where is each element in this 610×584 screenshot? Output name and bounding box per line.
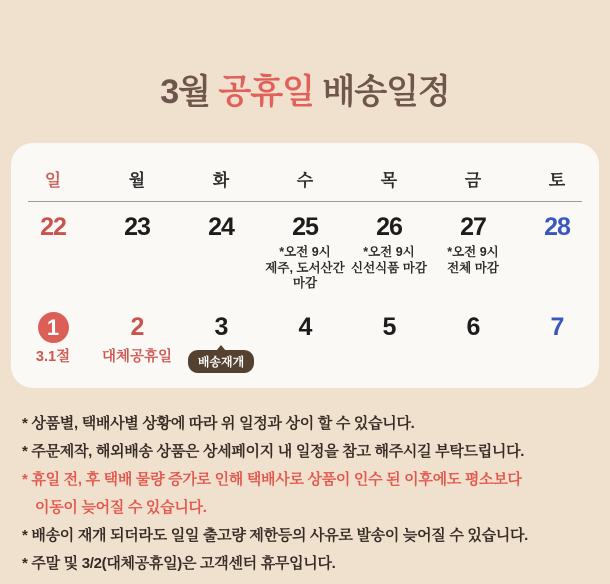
weekday-label: 토: [548, 170, 566, 190]
date-number: 26: [376, 213, 402, 241]
calendar-cell: [11, 211, 95, 292]
title-month: 3월: [160, 73, 219, 111]
calendar-cell: [95, 311, 179, 373]
note-line: * 상품별, 택배사별 상황에 따라 위 일정과 상이 할 수 있습니다.: [22, 415, 415, 432]
calendar-cell: [347, 211, 431, 292]
calendar-cell: [95, 211, 179, 292]
title-schedule: 배송일정: [313, 73, 450, 111]
date-number: 6: [466, 313, 480, 341]
calendar-cell: [515, 311, 599, 373]
cutoff-note: *오전 9시 제주, 도서산간 마감: [265, 245, 345, 290]
calendar-cell: [179, 211, 263, 292]
calendar-cell: [179, 311, 263, 373]
date-number: 1: [38, 312, 69, 343]
date-number: 4: [298, 313, 312, 341]
delivery-restart-badge: 배송재개: [188, 350, 254, 373]
calendar-cell: [347, 311, 431, 373]
date-number: 23: [124, 213, 150, 241]
note-line: * 주말 및 3/2(대체공휴일)은 고객센터 휴무입니다.: [22, 555, 336, 572]
weekday-label: 목: [380, 170, 398, 190]
date-number: 25: [292, 213, 318, 241]
notes-list: [0, 388, 610, 573]
holiday-label: 3.1절: [35, 349, 71, 365]
page-title: [0, 64, 610, 113]
date-number: 7: [550, 313, 564, 341]
calendar-card: [11, 143, 599, 388]
date-number: 28: [544, 213, 570, 241]
calendar-cell: [263, 211, 347, 292]
cutoff-note: *오전 9시 신선식품 마감: [351, 245, 427, 275]
note-line: 이동이 늦어질 수 있습니다.: [35, 499, 207, 516]
header: [0, 0, 610, 143]
header-divider: [28, 201, 582, 202]
weekday-label: 수: [296, 170, 314, 190]
calendar-cell: [431, 211, 515, 292]
date-number: 5: [382, 313, 396, 341]
date-number: 3: [214, 313, 228, 341]
date-number: 2: [130, 313, 144, 341]
calendar-cell: [11, 311, 95, 373]
weekday-label: 일: [44, 170, 62, 190]
calendar-cell: [263, 311, 347, 373]
weekday-label: 화: [212, 170, 230, 190]
calendar-cell: [431, 311, 515, 373]
date-number: 27: [460, 213, 486, 241]
note-line: * 주문제작, 해외배송 상품은 상세페이지 내 일정을 참고 해주시길 부탁드립니다.: [22, 443, 525, 460]
calendar-cell: [515, 211, 599, 292]
note-line: * 배송이 재개 되더라도 일일 출고량 제한등의 사유로 발송이 늦어질 수 있습니다.: [22, 527, 529, 544]
weekday-label: 월: [128, 170, 146, 190]
date-number: 22: [40, 213, 66, 241]
calendar-week-2: [11, 311, 599, 373]
date-number: 24: [208, 213, 234, 241]
cutoff-note: *오전 9시 전체 마감: [447, 245, 499, 275]
weekday-header-row: [11, 143, 599, 207]
title-holiday-highlight: 공휴일: [218, 73, 314, 111]
weekday-label: 금: [464, 170, 482, 190]
note-line: * 휴일 전, 후 택배 물량 증가로 인해 택배사로 상품이 인수 된 이후에도 평소보다: [22, 471, 522, 488]
calendar-week-1: [11, 211, 599, 292]
holiday-label: 대체공휴일: [101, 349, 173, 365]
